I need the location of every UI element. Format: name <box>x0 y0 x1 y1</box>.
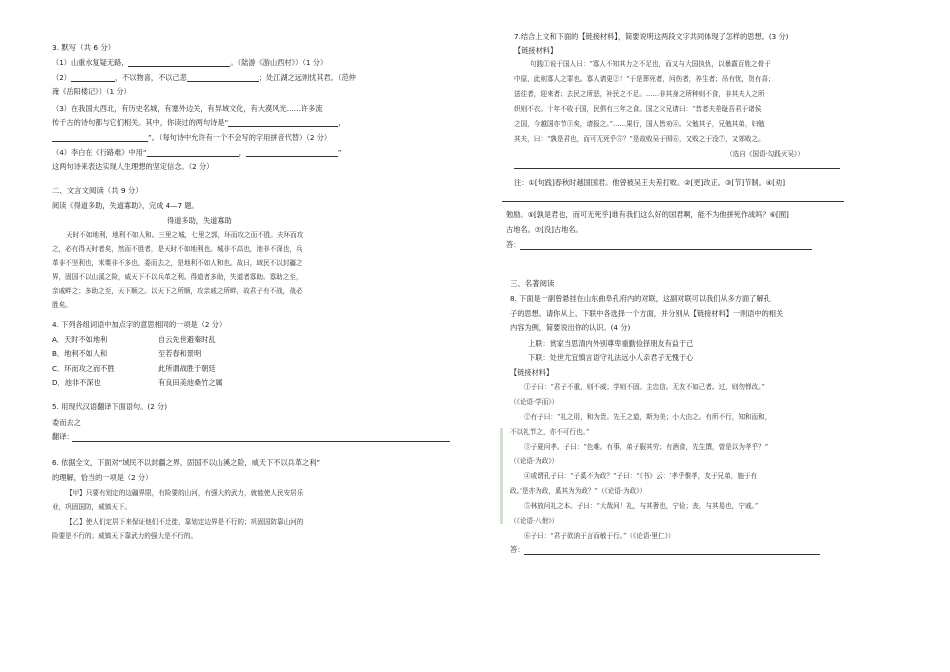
q3-title: 3. 默写（共 6 分） <box>52 43 116 52</box>
q7-material-5: 之国，今越国亦节③矣，请报之。”……果行，国人皆劝④。父勉其子，兄勉其弟，妇勉 <box>514 120 765 128</box>
q3-line2: （2） ，不以物喜，不以己悲 ；处江湖之远则忧其君。（范仲 <box>52 73 356 82</box>
passage-line-6: 胜矣。 <box>52 301 72 309</box>
section3-title: 三、名著阅读 <box>510 279 555 288</box>
passage-line-5: 亲戚畔之；多助之至，天下顺之。以天下之所顺，攻亲戚之所畔，故君子有不战，战必 <box>52 287 303 295</box>
analects-2-cont: 不以礼节之，亦不可行也。” <box>510 428 590 436</box>
q4-option-d-pair: 有良田美池桑竹之属 <box>158 378 223 387</box>
couplet-lower: 下联：处世尤宜慎言语守礼法远小人亲君子无愧于心 <box>528 353 694 362</box>
q7-material-6: 其夫，曰：“孰是君也，而可无死乎⑤？”是故败吴于囿⑥，又败之于没⑦，又郊败之。 <box>514 135 765 143</box>
passage-line-2: 之，必有得天时者矣，然而不胜者，是天时不如地利也。城非不高也，池非不深也，兵 <box>52 245 303 253</box>
q3-blank-7[interactable] <box>246 149 338 157</box>
q3-line3: 淹《岳阳楼记》）（1 分） <box>52 87 131 96</box>
passage-title: 得道多助，失道寡助 <box>167 216 232 225</box>
q5-title: 5. 用现代汉语翻译下面语句。(2 分) <box>52 402 168 411</box>
couplet-upper: 上联：赏家当思清内外别尊卑重勤俭择朋友有益于己 <box>528 339 694 348</box>
q3-blank-2[interactable] <box>71 74 115 82</box>
section2-title: 二、文言文阅读（共 9 分） <box>52 186 143 195</box>
q3-line5: 传千古的诗句都与它们相关。其中，你读过的两句诗是“ ， <box>52 118 346 127</box>
q4-option-a-pair: 自云先世避秦时乱 <box>158 335 216 344</box>
analects-5: ⑤林放问礼之本。子曰：“大哉问！礼，与其奢也，宁俭；丧，与其易也，宁戚。” <box>524 502 759 510</box>
q7-divider <box>514 168 840 169</box>
q3-blank-4[interactable] <box>228 119 338 127</box>
q3-line7: （4）李白在《行路难》中用“ ， ” <box>52 148 342 157</box>
q4-option-d[interactable]: D．池非不深也 <box>52 378 101 387</box>
passage-line-1: 天时不如地利，地利不如人和。三里之城，七里之郭，环而攻之而不胜。夫环而攻 <box>66 231 304 239</box>
q3-blank-3[interactable] <box>187 74 259 82</box>
q8-answer-line[interactable] <box>524 554 820 555</box>
q4-option-c[interactable]: C．环而攻之而不胜 <box>52 364 115 373</box>
q5-sentence: 委而去之 <box>52 418 81 427</box>
q7-answer-label: 答： <box>506 240 521 249</box>
q6-jia-line-2: 业，巩固国防，威镇天下。 <box>52 503 132 511</box>
q6-title: 6. 依据全文，下面对“域民不以封疆之界，固国不以山溪之险，威天下不以兵革之利” <box>52 458 321 467</box>
q3-blank-1[interactable] <box>128 59 230 67</box>
q7-material-3: 送往者，迎来者；去民之所恶，补民之不足。……非其身之所种则不食，非其夫人之所 <box>514 90 765 98</box>
q4-option-a[interactable]: A．天时不如地利 <box>52 335 108 344</box>
q6-title-2: 的理解，恰当的一项是（2 分） <box>52 473 153 482</box>
q6-yi-line-1[interactable]: 【乙】使人们定居下来保证他们不迁徙，靠划定边界是不行的；巩固国防靠山河的 <box>66 518 304 526</box>
q7-note-1: 注：①[句践]春秋时越国国君。他曾被吴王夫差打败。②[更]改正。③[节]节制。④[劝] <box>514 178 786 187</box>
q8-line-1: 8. 下面是一副曾悬挂在山东曲阜孔府内的对联，这副对联可以我们从多方面了解孔 <box>510 294 771 303</box>
analects-3: ③子夏问孝。子曰：“色难。有事，弟子服其劳；有酒食，先生馔，曾是以为孝乎？” <box>524 443 769 451</box>
passage-line-3: 革非不坚利也，米粟非不多也，委而去之，是地利不如人和也。故曰，域民不以封疆之 <box>52 259 303 267</box>
q6-jia-line-1[interactable]: 【甲】只要有划定的边疆界限，有险要的山河，有强大的武力，就能使人民安居乐 <box>66 489 304 497</box>
q4-option-c-pair: 此所谓战胜于朝廷 <box>158 364 216 373</box>
q6-yi-line-2: 险要是不行的；威镇天下靠武力的强大是不行的。 <box>52 532 198 540</box>
analects-3-source: （《论语·为政》） <box>510 457 559 465</box>
q4-option-b-pair: 至若春和景明 <box>158 349 202 358</box>
analects-1-source: （《论语·学而》） <box>510 398 559 406</box>
q7-note-3: 古地名。⑦[没]古地名。 <box>506 225 583 234</box>
q5-answer-line[interactable] <box>72 441 450 442</box>
q7-source: （选自《国语·勾践灭吴》） <box>726 150 804 158</box>
q8-answer-label: 答： <box>510 545 525 554</box>
q7-title: 7.结合上文和下面的【链接材料】，简要说明这两段文字共同体现了怎样的思想。(3 分) <box>514 32 789 41</box>
q3-line8: 这两句诗来表达实现人生理想的坚定信念。（2 分） <box>52 162 214 171</box>
q4-option-b[interactable]: B．地利不如人和 <box>52 349 108 358</box>
margin-highlight <box>500 428 503 524</box>
analects-4-cont: 政。’是亦为政，奚其为为政？”（《论语·为政》） <box>510 487 647 495</box>
q7-material-1: 句践①说于国人曰：“寡人不知其力之不足也，而又与大国执仇，以暴露百姓之骨于 <box>530 60 771 68</box>
q7-note-2: 勉励。⑤[孰是君也，而可无死乎]谁有我们这么好的国君啊，能不为他拼死作战吗？⑥[囿] <box>506 210 789 219</box>
q7-answer-line[interactable] <box>520 249 812 250</box>
q5-answer-label: 翻译： <box>52 432 74 441</box>
q8-line-2: 子的思想。请你从上、下联中各选择一个方面，并分别从【链接材料】一则语中的相关 <box>510 309 784 318</box>
analects-4: ④或谓孔子曰：“子奚不为政？”子曰：“《书》云：‘孝乎惟孝，友于兄弟，施于有 <box>524 472 758 480</box>
q3-blank-6[interactable] <box>147 149 239 157</box>
q8-line-3: 内容为例，简要说出你的认识。(4 分) <box>510 323 631 332</box>
analects-6: ⑥子曰：“君子欲讷于言而敏于行。”（《论语·里仁》） <box>524 532 675 540</box>
q7-material-4: 织则不衣。十年不收于国，民俱有三年之食。国之父兄请曰：“昔者夫差耻吾君于诸侯 <box>514 105 762 113</box>
analects-1: ①子曰：“君子不重，则不威；学则不固。主忠信。无友不如己者。过，则勿惮改。” <box>524 383 765 391</box>
q4-title: 4. 下列各组词语中加点字的意思相同的一项是（2 分） <box>52 320 227 329</box>
q3-line4: （3）在我国大西北，有历史名城，有塞外边关，有异域文化，有大漠风光……许多流 <box>52 104 323 113</box>
q8-link-label: 【链接材料】 <box>510 368 554 377</box>
page-fold-line <box>502 201 844 202</box>
q3-line1: （1）山重水复疑无路， 。（陆游《游山西村》）（1 分） <box>52 58 328 67</box>
passage-line-4: 界，固国不以山溪之险，威天下不以兵革之利。得道者多助，失道者寡助。寡助之至， <box>52 273 303 281</box>
analects-5-source: （《论语·八佾》） <box>510 517 559 525</box>
q7-link-label: 【链接材料】 <box>514 46 558 55</box>
q7-material-2: 中原，此则寡人之罪也。寡人请更②！”于是葬死者，问伤者，养生者；吊有忧，贺有喜； <box>514 75 775 83</box>
section2-intro: 阅读《得道多助，失道寡助》，完成 4—7 题。 <box>52 201 199 210</box>
analects-2: ②有子曰：“礼之用，和为贵。先王之道，斯为美；小大由之。有所不行，知和而和， <box>524 413 772 421</box>
q3-blank-5[interactable] <box>52 134 148 142</box>
q3-line6: ”。（每句诗中允许有一个不会写的字用拼音代替）（2 分） <box>52 133 331 142</box>
